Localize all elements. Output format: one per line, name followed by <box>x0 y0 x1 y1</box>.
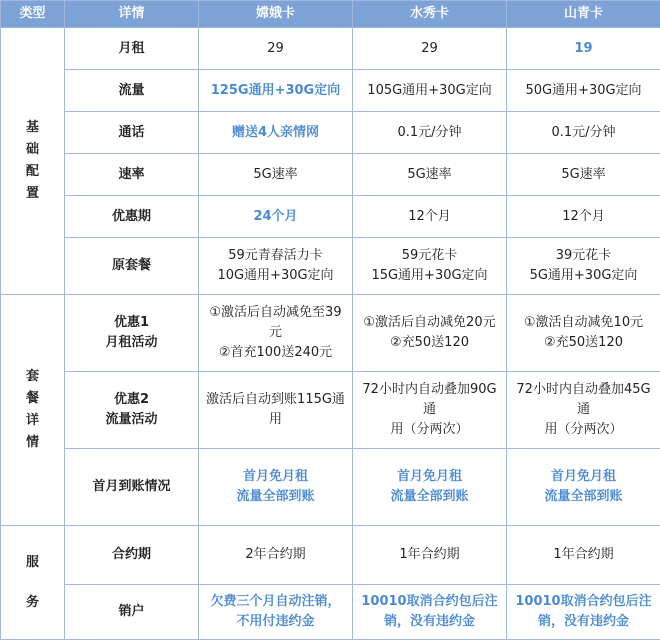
cell-promo2-card2: 72小时内自动叠加90G通 用（分两次） <box>353 372 507 449</box>
table-row <box>1 449 660 526</box>
cell-flow-card2: 105G通用+30G定向 <box>353 70 507 112</box>
cell-call-card1: 赠送4人亲情网 <box>199 112 353 154</box>
row-label-promo2: 优惠2 流量活动 <box>65 372 199 449</box>
cell-orig-card3: 39元花卡 5G通用+30G定向 <box>507 238 660 295</box>
table-row <box>1 112 660 154</box>
cell-contract-card3: 1年合约期 <box>507 526 660 585</box>
header-type: 类型 <box>1 1 65 28</box>
cell-rent-card1: 29 <box>199 28 353 70</box>
cell-contract-card1: 2年合约期 <box>199 526 353 585</box>
header-card-change: 嫦娥卡 <box>199 1 353 28</box>
cell-orig-card1: 59元青春活力卡 10G通用+30G定向 <box>199 238 353 295</box>
row-label-period: 优惠期 <box>65 196 199 238</box>
table-row <box>1 372 660 449</box>
row-label-original-plan: 原套餐 <box>65 238 199 295</box>
cell-rent-card2: 29 <box>353 28 507 70</box>
cell-flow-card1: 125G通用+30G定向 <box>199 70 353 112</box>
cell-flow-card3: 50G通用+30G定向 <box>507 70 660 112</box>
cell-cancel-card1: 欠费三个月自动注销， 不用付违约金 <box>199 585 353 640</box>
header-row <box>1 1 660 28</box>
cell-promo2-card1: 激活后自动到账115G通用 <box>199 372 353 449</box>
cell-promo1-card2: ①激活后自动减免20元 ②充50送120 <box>353 295 507 372</box>
table-row <box>1 154 660 196</box>
row-label-promo1: 优惠1 月租活动 <box>65 295 199 372</box>
cell-call-card3: 0.1元/分钟 <box>507 112 660 154</box>
cell-speed-card3: 5G速率 <box>507 154 660 196</box>
cell-first-card1: 首月免月租 流量全部到账 <box>199 449 353 526</box>
cell-contract-card2: 1年合约期 <box>353 526 507 585</box>
cell-first-card2: 首月免月租 流量全部到账 <box>353 449 507 526</box>
table-row <box>1 70 660 112</box>
row-label-first-month: 首月到账情况 <box>65 449 199 526</box>
cell-promo1-card1: ①激活后自动减免至39元 ②首充100送240元 <box>199 295 353 372</box>
row-label-call: 通话 <box>65 112 199 154</box>
row-label-contract: 合约期 <box>65 526 199 585</box>
table-row <box>1 238 660 295</box>
cell-orig-card2: 59元花卡 15G通用+30G定向 <box>353 238 507 295</box>
cell-speed-card1: 5G速率 <box>199 154 353 196</box>
cell-period-card2: 12个月 <box>353 196 507 238</box>
row-label-speed: 速率 <box>65 154 199 196</box>
header-card-shuixiu: 水秀卡 <box>353 1 507 28</box>
row-label-flow: 流量 <box>65 70 199 112</box>
cell-promo1-card3: ①激活自动减免10元 ②充50送120 <box>507 295 660 372</box>
group-basic-config: 基 础 配 置 <box>1 28 65 295</box>
cell-period-card1: 24个月 <box>199 196 353 238</box>
group-package-details: 套 餐 详 情 <box>1 295 65 526</box>
header-detail: 详情 <box>65 1 199 28</box>
cell-call-card2: 0.1元/分钟 <box>353 112 507 154</box>
table-row <box>1 28 660 70</box>
header-card-shanqing: 山青卡 <box>507 1 660 28</box>
table-row <box>1 295 660 372</box>
table-row <box>1 585 660 640</box>
cell-first-card3: 首月免月租 流量全部到账 <box>507 449 660 526</box>
cell-cancel-card3: 10010取消合约包后注 销，没有违约金 <box>507 585 660 640</box>
cell-period-card3: 12个月 <box>507 196 660 238</box>
cell-rent-card3: 19 <box>507 28 660 70</box>
table-row <box>1 196 660 238</box>
cell-promo2-card3: 72小时内自动叠加45G通 用（分两次） <box>507 372 660 449</box>
row-label-cancel: 销户 <box>65 585 199 640</box>
group-service: 服 务 <box>1 526 65 640</box>
row-label-rent: 月租 <box>65 28 199 70</box>
cell-cancel-card2: 10010取消合约包后注 销，没有违约金 <box>353 585 507 640</box>
cell-speed-card2: 5G速率 <box>353 154 507 196</box>
table-row <box>1 526 660 585</box>
